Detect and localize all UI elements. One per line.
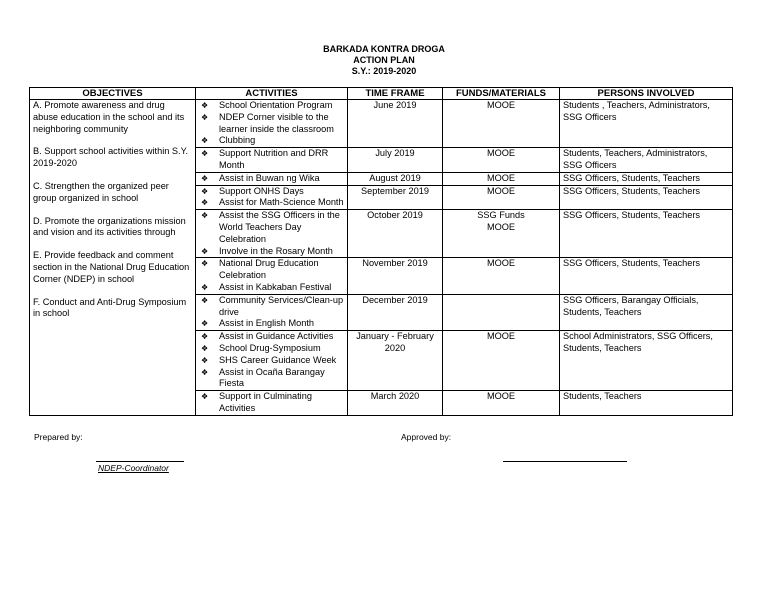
activities-cell — [196, 185, 348, 210]
table-header-row — [30, 88, 733, 100]
activity-item — [199, 246, 344, 258]
diamond-bullet-icon: ❖ — [201, 186, 209, 196]
activity-text: Assist in Buwan ng Wika — [219, 172, 320, 183]
time-frame-cell: December 2019 — [348, 294, 443, 330]
column-header-activities: ACTIVITIES — [196, 88, 348, 100]
column-header-persons: PERSONS INVOLVED — [560, 88, 733, 100]
activities-cell — [196, 258, 348, 294]
objective-item: E. Provide feedback and comment section in the National Drug Education Corner (NDEP) in school — [33, 250, 190, 284]
funds-cell: MOOE — [443, 331, 560, 391]
activity-item — [199, 135, 344, 147]
activities-cell — [196, 391, 348, 416]
diamond-bullet-icon: ❖ — [201, 136, 209, 146]
activity-item — [199, 355, 344, 367]
activity-list — [199, 258, 344, 293]
activity-list — [199, 391, 344, 415]
time-frame-cell: July 2019 — [348, 148, 443, 173]
activity-text: Assist the SSG Officers in the World Teachers Day Celebration — [219, 210, 340, 244]
activity-item — [199, 295, 344, 319]
prepared-by-label: Prepared by: — [34, 432, 83, 442]
activities-cell — [196, 331, 348, 391]
document-title: ACTION PLAN — [353, 55, 415, 65]
activity-list — [199, 100, 344, 147]
approved-by-label: Approved by: — [401, 432, 452, 442]
activity-list — [199, 295, 344, 330]
diamond-bullet-icon: ❖ — [201, 198, 209, 208]
activity-item — [199, 391, 344, 415]
activity-text: NDEP Corner visible to the learner inside the classroom — [219, 111, 334, 134]
activity-text: Assist in Ocaña Barangay Fiesta — [219, 366, 325, 389]
time-frame-cell: October 2019 — [348, 210, 443, 258]
funds-cell: SSG Funds MOOE — [443, 210, 560, 258]
diamond-bullet-icon: ❖ — [201, 101, 209, 110]
activities-cell — [196, 100, 348, 148]
diamond-bullet-icon: ❖ — [201, 332, 209, 342]
persons-involved-cell: SSG Officers, Students, Teachers — [560, 172, 733, 185]
diamond-bullet-icon: ❖ — [201, 211, 209, 221]
activity-item — [199, 112, 344, 136]
diamond-bullet-icon: ❖ — [201, 149, 209, 159]
program-title: BARKADA KONTRA DROGA — [323, 44, 445, 54]
time-frame-cell: September 2019 — [348, 185, 443, 210]
diamond-bullet-icon: ❖ — [201, 246, 209, 256]
activity-text: Clubbing — [219, 135, 256, 146]
activity-text: National Drug Education Celebration — [219, 258, 319, 281]
activity-item — [199, 173, 344, 185]
funds-cell: MOOE — [443, 100, 560, 148]
activity-item — [199, 282, 344, 294]
approved-signature-line — [503, 461, 627, 462]
column-header-objectives: OBJECTIVES — [30, 88, 196, 100]
column-header-funds: FUNDS/MATERIALS — [443, 88, 560, 100]
activity-text: School Drug-Symposium — [219, 342, 321, 353]
diamond-bullet-icon: ❖ — [201, 355, 209, 365]
activity-list — [199, 331, 344, 390]
activity-list — [199, 186, 344, 210]
activity-item — [199, 343, 344, 355]
activity-item — [199, 186, 344, 198]
time-frame-cell: November 2019 — [348, 258, 443, 294]
funds-cell: MOOE — [443, 185, 560, 210]
objective-item: F. Conduct and Anti-Drug Symposium in school — [33, 296, 187, 319]
activities-cell — [196, 148, 348, 173]
funds-cell — [443, 294, 560, 330]
activity-text: Community Services/Clean-up drive — [219, 294, 344, 317]
diamond-bullet-icon: ❖ — [201, 343, 209, 353]
activity-item — [199, 331, 344, 343]
diamond-bullet-icon: ❖ — [201, 173, 209, 183]
activity-item — [199, 210, 344, 245]
diamond-bullet-icon: ❖ — [201, 259, 209, 269]
action-plan-table — [29, 87, 733, 416]
column-header-time-frame: TIME FRAME — [348, 88, 443, 100]
time-frame-cell: March 2020 — [348, 391, 443, 416]
persons-involved-cell: School Administrators, SSG Officers, Students, Teachers — [560, 331, 733, 391]
activity-text: Assist in Kabkaban Festival — [219, 281, 332, 292]
diamond-bullet-icon: ❖ — [201, 367, 209, 377]
diamond-bullet-icon: ❖ — [201, 282, 209, 292]
activity-text: Support in Culminating Activities — [219, 391, 312, 413]
persons-involved-cell: Students, Teachers, Administrators, SSG Officers — [560, 148, 733, 173]
activity-text: Assist in English Month — [219, 318, 314, 329]
prepared-signature-line — [96, 461, 184, 462]
persons-involved-cell: Students , Teachers, Administrators, SSG Officers — [560, 100, 733, 148]
funds-cell: MOOE — [443, 148, 560, 173]
persons-involved-cell: SSG Officers, Students, Teachers — [560, 210, 733, 258]
activity-text: Assist in Guidance Activities — [219, 331, 334, 342]
time-frame-cell: June 2019 — [348, 100, 443, 148]
activity-text: Support Nutrition and DRR Month — [219, 148, 329, 170]
activities-cell — [196, 172, 348, 185]
funds-cell: MOOE — [443, 258, 560, 294]
diamond-bullet-icon: ❖ — [201, 295, 209, 305]
persons-involved-cell: SSG Officers, Students, Teachers — [560, 185, 733, 210]
activity-item — [199, 258, 344, 282]
diamond-bullet-icon: ❖ — [201, 392, 209, 402]
activity-text: Support ONHS Days — [219, 185, 304, 196]
activity-item — [199, 100, 344, 112]
activity-text: Assist for Math-Science Month — [219, 197, 344, 208]
objective-item: D. Promote the organizations mission and vision and its activities through — [33, 215, 186, 238]
activity-list — [199, 210, 344, 257]
persons-involved-cell: Students, Teachers — [560, 391, 733, 416]
activity-item — [199, 148, 344, 172]
persons-involved-cell: SSG Officers, Barangay Officials, Students, Teachers — [560, 294, 733, 330]
table-row — [30, 100, 733, 148]
activity-list — [199, 148, 344, 172]
document-header — [0, 44, 768, 77]
coordinator-title: NDEP-Coordinator — [98, 463, 169, 473]
activities-cell — [196, 210, 348, 258]
objective-item: B. Support school activities within S.Y. 2019-2020 — [33, 146, 189, 169]
objectives-cell — [30, 100, 196, 416]
school-year: S.Y.: 2019-2020 — [351, 66, 417, 76]
activity-text: Involve in the Rosary Month — [219, 245, 333, 256]
time-frame-cell: January - February 2020 — [348, 331, 443, 391]
funds-cell: MOOE — [443, 172, 560, 185]
activity-item — [199, 197, 344, 209]
time-frame-cell: August 2019 — [348, 172, 443, 185]
activity-list — [199, 173, 344, 185]
persons-involved-cell: SSG Officers, Students, Teachers — [560, 258, 733, 294]
activity-text: School Orientation Program — [219, 100, 333, 110]
diamond-bullet-icon: ❖ — [201, 319, 209, 329]
diamond-bullet-icon: ❖ — [201, 112, 209, 122]
activity-text: SHS Career Guidance Week — [219, 354, 337, 365]
objective-item: A. Promote awareness and drug abuse education in the school and its neighboring community — [33, 100, 185, 134]
funds-cell: MOOE — [443, 391, 560, 416]
activity-item — [199, 367, 344, 391]
objective-item: C. Strengthen the organized peer group organized in school — [33, 180, 169, 203]
activity-item — [199, 318, 344, 330]
activities-cell — [196, 294, 348, 330]
